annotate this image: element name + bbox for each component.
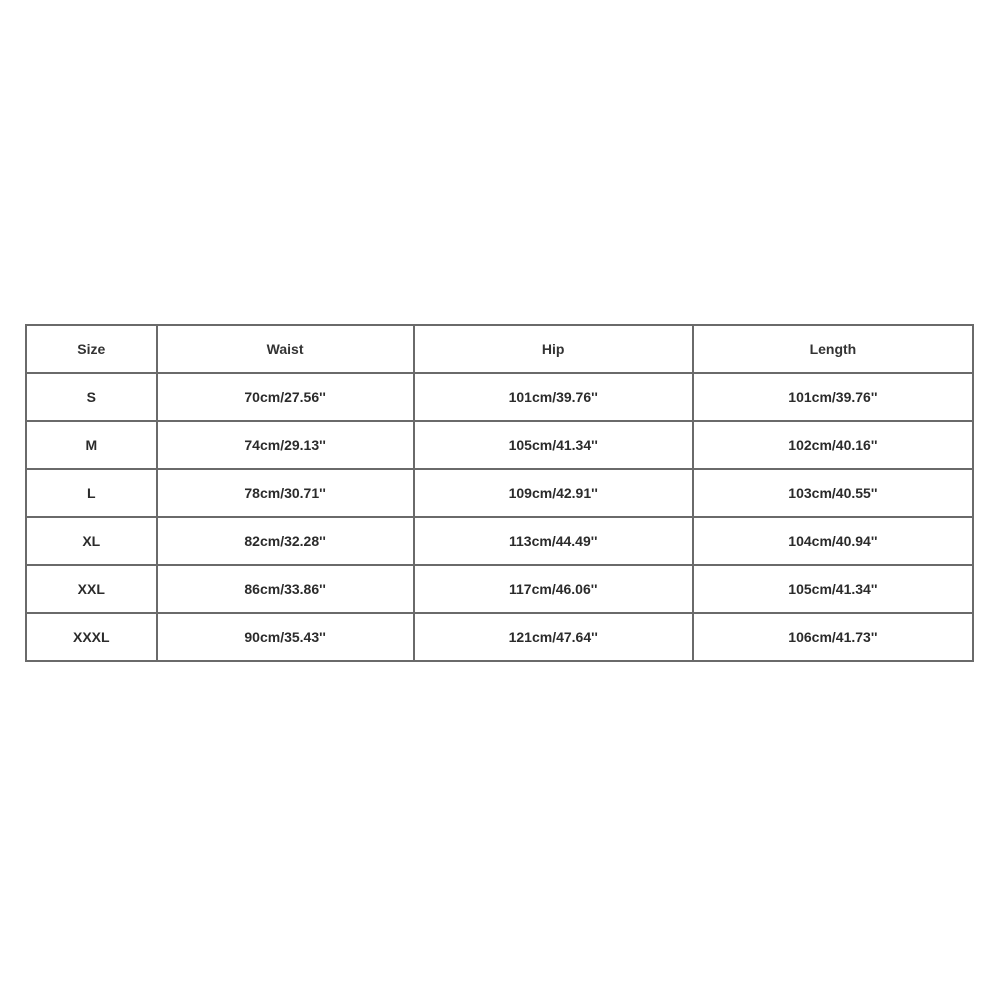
table-header-row bbox=[26, 325, 973, 373]
cell-hip: 117cm/46.06'' bbox=[414, 565, 693, 613]
cell-size: L bbox=[26, 469, 157, 517]
cell-size: XL bbox=[26, 517, 157, 565]
cell-hip: 105cm/41.34'' bbox=[414, 421, 693, 469]
table-row bbox=[26, 469, 973, 517]
header-hip: Hip bbox=[414, 325, 693, 373]
table-row bbox=[26, 613, 973, 661]
header-waist: Waist bbox=[157, 325, 414, 373]
table-row bbox=[26, 565, 973, 613]
cell-hip: 113cm/44.49'' bbox=[414, 517, 693, 565]
cell-waist: 82cm/32.28'' bbox=[157, 517, 414, 565]
table-row bbox=[26, 421, 973, 469]
table-row bbox=[26, 517, 973, 565]
cell-length: 103cm/40.55'' bbox=[693, 469, 973, 517]
cell-waist: 86cm/33.86'' bbox=[157, 565, 414, 613]
cell-size: XXL bbox=[26, 565, 157, 613]
cell-size: M bbox=[26, 421, 157, 469]
cell-size: S bbox=[26, 373, 157, 421]
cell-waist: 74cm/29.13'' bbox=[157, 421, 414, 469]
cell-hip: 121cm/47.64'' bbox=[414, 613, 693, 661]
cell-length: 106cm/41.73'' bbox=[693, 613, 973, 661]
cell-waist: 90cm/35.43'' bbox=[157, 613, 414, 661]
cell-hip: 101cm/39.76'' bbox=[414, 373, 693, 421]
cell-waist: 70cm/27.56'' bbox=[157, 373, 414, 421]
size-chart-table bbox=[25, 324, 974, 662]
cell-length: 104cm/40.94'' bbox=[693, 517, 973, 565]
header-size: Size bbox=[26, 325, 157, 373]
cell-waist: 78cm/30.71'' bbox=[157, 469, 414, 517]
header-length: Length bbox=[693, 325, 973, 373]
cell-size: XXXL bbox=[26, 613, 157, 661]
cell-hip: 109cm/42.91'' bbox=[414, 469, 693, 517]
cell-length: 105cm/41.34'' bbox=[693, 565, 973, 613]
table-row bbox=[26, 373, 973, 421]
cell-length: 102cm/40.16'' bbox=[693, 421, 973, 469]
cell-length: 101cm/39.76'' bbox=[693, 373, 973, 421]
